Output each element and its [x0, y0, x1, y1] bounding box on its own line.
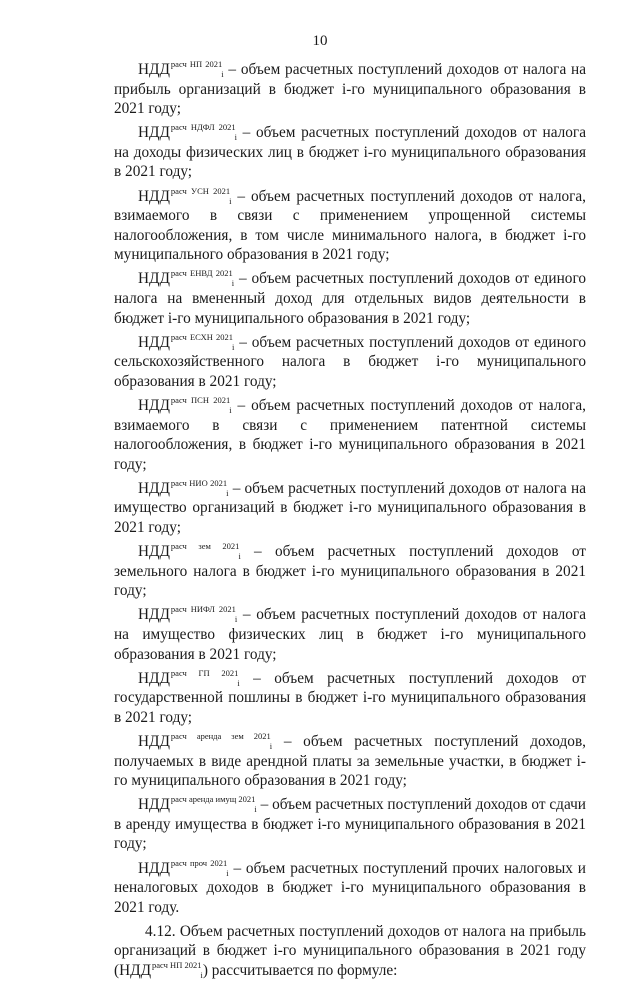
definition-text: – объем расчетных поступлений доходов от земельного налога в бюджет i-го муниципального образования в 2021 году;	[114, 543, 586, 600]
definition-nio	[114, 479, 586, 538]
formula-symbol: $НДД^{расч ЕСХН 2021}_i$	[138, 331, 235, 352]
formula-symbol: $НДД^{расч НИФЛ 2021}_i$	[138, 604, 238, 625]
definition-text: – объем расчетных поступлений доходов от налога на доходы физических лиц в бюджет i-го муниципального образования в 2021 году;	[114, 124, 586, 181]
definition-text: – объем расчетных поступлений доходов от налога на имущество организаций в бюджет i-го муниципального образования в 2021 году;	[114, 479, 586, 537]
formula-symbol: $НДД^{расч ЕНВД 2021}_i$	[138, 268, 235, 289]
formula-symbol: $НДД^{расч ГП 2021}_i$	[138, 667, 240, 688]
definition-arenda-zem	[114, 732, 586, 791]
paragraph-text-before: 4.12. Объем расчетных поступлений доходов от налога на прибыль организаций в бюджет i-го муниципального образования в 2021 году (	[114, 922, 586, 980]
definition-usn	[114, 187, 586, 265]
page-number: 10	[312, 33, 328, 49]
formula-symbol: $НДД^{расч НП 2021}_i$	[119, 960, 203, 981]
definition-arenda-imush	[114, 795, 586, 854]
definition-text: – объем расчетных поступлений доходов от сдачи в аренду имущества в бюджет i-го муниципального образования в 2021 году;	[114, 796, 586, 853]
formula-symbol: $НДД^{расч НДФЛ 2021}_i$	[138, 122, 237, 143]
definition-ndfl	[114, 123, 586, 182]
formula-symbol: $НДД^{расч аренда имущ 2021}_i$	[138, 794, 257, 815]
formula-symbol: $НДД^{расч ПСН 2021}_i$	[138, 395, 232, 415]
definition-text: – объем расчетных поступлений доходов от налога, взимаемого в связи с применением патентной системы налогообложения, в бюджет i-го муниципального образования в 2021 году;	[114, 397, 586, 473]
definition-text: – объем расчетных поступлений доходов от государственной пошлины в бюджет i-го муниципального образования в 2021 году;	[114, 669, 587, 726]
definition-zem	[114, 542, 586, 601]
definition-text: – объем расчетных поступлений доходов от налога на прибыль организаций в бюджет i-го муниципального образования в 2021 году;	[114, 61, 586, 118]
formula-symbol: $НДД^{расч НИО 2021}_i$	[138, 477, 229, 498]
definition-nifl	[114, 605, 586, 664]
definition-text: – объем расчетных поступлений доходов, получаемых в виде арендной платы за земельные участки, в бюджет i-го муниципального образования в 2021 году;	[114, 733, 586, 790]
definition-gp	[114, 669, 586, 728]
definition-envd	[114, 269, 586, 328]
formula-symbol: $НДД^{расч НП 2021}_i$	[138, 59, 224, 79]
definition-text: – объем расчетных поступлений доходов от единого налога на вмененный доход для отдельных видов деятельности в бюджет i-го муниципального образования в 2021 году;	[114, 270, 586, 327]
definition-text: – объем расчетных поступлений доходов от налога, взимаемого в связи с применением упрощенной системы налогообложения, в том числе минимального налога, в бюджет i-го муниципального образования в 2021 году;	[114, 187, 586, 264]
definition-nalog-na-pribyl	[114, 60, 586, 119]
formula-symbol: $НДД^{расч проч 2021}_i$	[138, 857, 229, 878]
definition-text: – объем расчетных поступлений доходов от единого сельскохозяйственного налога в бюджет i-го муниципального образования в 2021 году;	[114, 333, 586, 390]
definition-psn	[114, 396, 586, 474]
formula-symbol: $НДД^{расч аренда зем 2021}_i$	[138, 731, 273, 751]
paragraph-text-after: ) рассчитывается по формуле:	[202, 962, 398, 980]
definition-text: – объем расчетных поступлений прочих налоговых и неналоговых доходов в бюджет i-го муниципального образования в 2021 году.	[114, 859, 586, 916]
definition-eshn	[114, 333, 586, 392]
document-body	[114, 60, 586, 985]
definition-proch	[114, 859, 586, 918]
formula-symbol: $НДД^{расч зем 2021}_i$	[138, 541, 241, 562]
formula-symbol: $НДД^{расч УСН 2021}_i$	[138, 185, 232, 206]
paragraph-4-12	[114, 922, 586, 981]
definition-text: – объем расчетных поступлений доходов от налога на имущество физических лиц в бюджет i-го муниципального образования в 2021 году;	[114, 606, 586, 663]
